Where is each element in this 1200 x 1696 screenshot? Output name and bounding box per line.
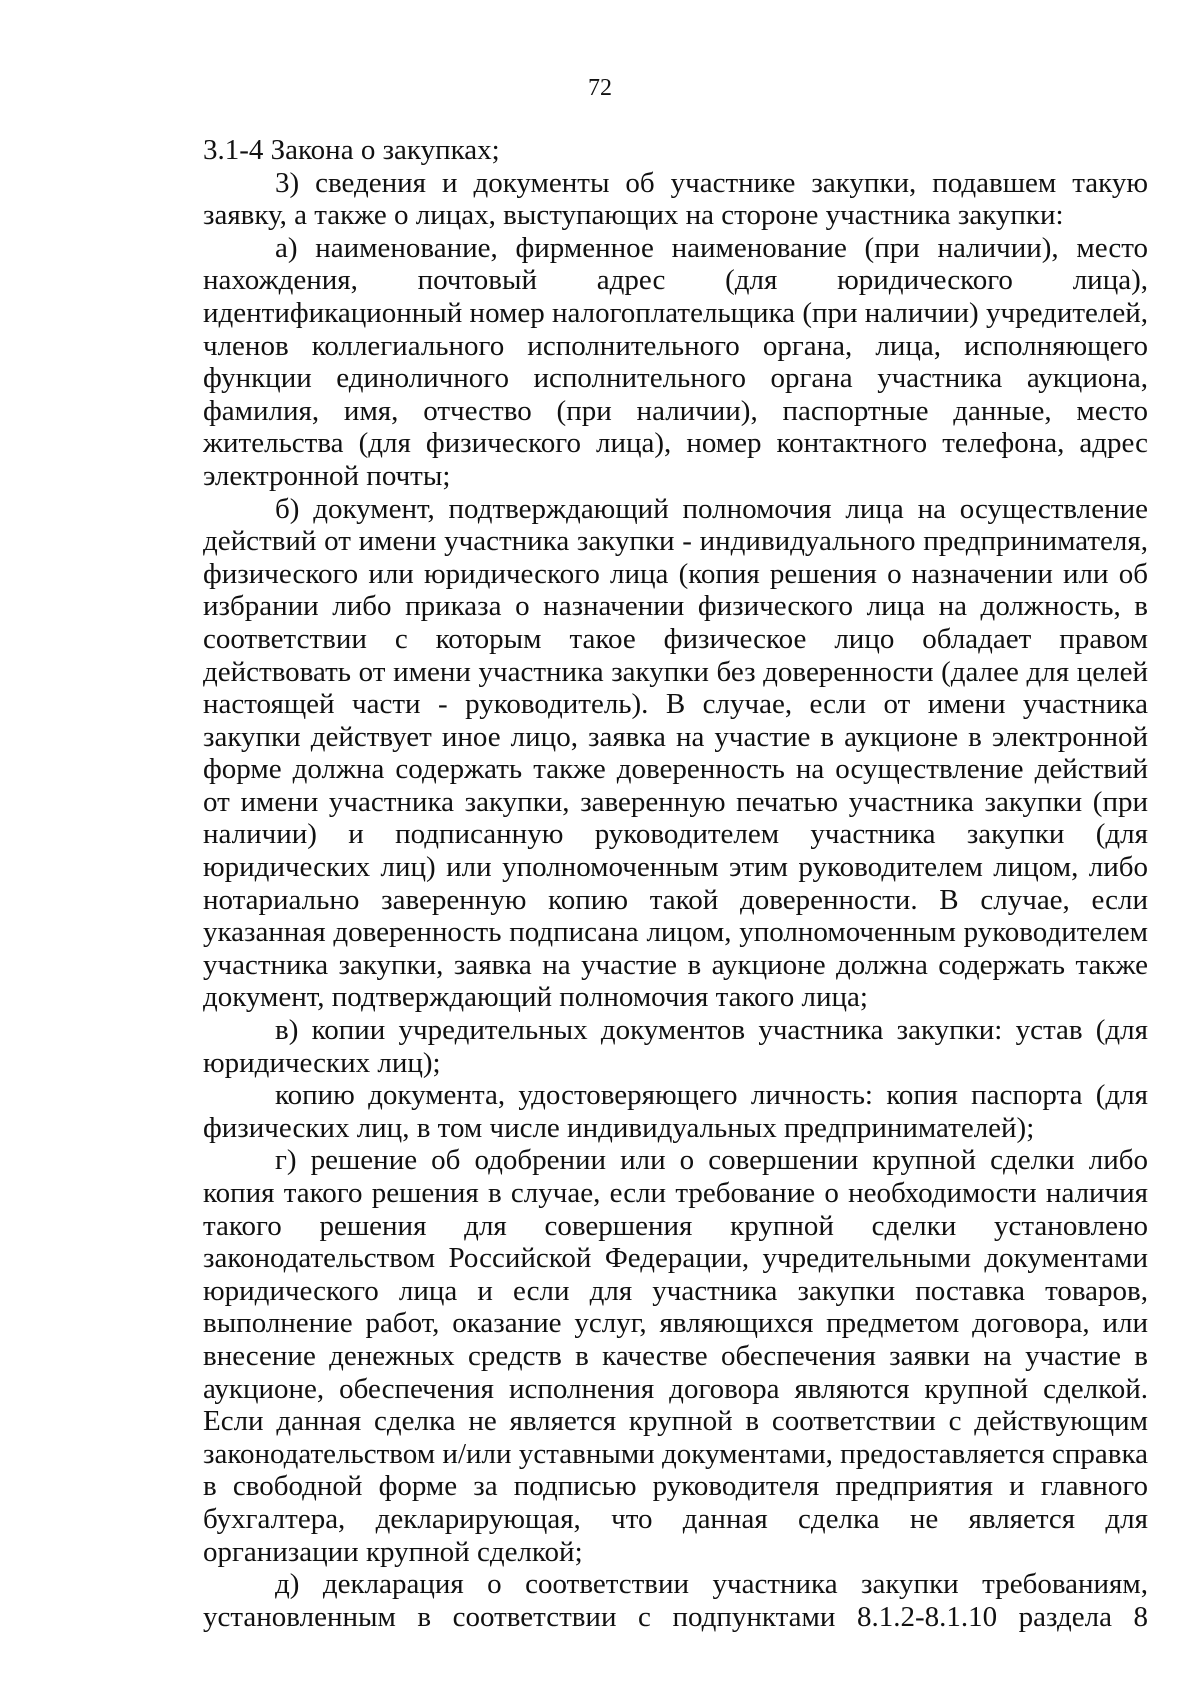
document-body	[203, 134, 1148, 1633]
paragraph-item-b: б) документ, подтверждающий полномочия лица на осуществление действий от имени участника закупки - индивидуального предпринимателя, физического или юридического лица (копия решения о назначении или об избрании либо приказа о назначении физического лица на должность, в соответствии с которым такое физическое лицо обладает правом действовать от имени участника закупки без доверенности (далее для целей настоящей части - руководитель). В случае, если от имени участника закупки действует иное лицо, заявка на участие в аукционе в электронной форме должна содержать также доверенность на осуществление действий от имени участника закупки, заверенную печатью участника закупки (при наличии) и подписанную руководителем участника закупки (для юридических лиц) или уполномоченным этим руководителем лицом, либо нотариально заверенную копию такой доверенности. В случае, если указанная доверенность подписана лицом, уполномоченным руководителем участника закупки, заявка на участие в аукционе должна содержать также документ, подтверждающий полномочия такого лица;	[203, 492, 1148, 1014]
paragraph-item-3: 3) сведения и документы об участнике закупки, подавшем такую заявку, а также о лицах, выступающих на стороне участника закупки:	[203, 166, 1148, 232]
paragraph-item-a: а) наименование, фирменное наименование (при наличии), место нахождения, почтовый адрес (для юридического лица), идентификационный номер налогоплательщика (при наличии) учредителей, членов коллегиального исполнительного органа, лица, исполняющего функции единоличного исполнительного органа участника аукциона, фамилия, имя, отчество (при наличии), паспортные данные, место жительства (для физического лица), номер контактного телефона, адрес электронной почты;	[203, 231, 1148, 492]
page-number: 72	[588, 75, 612, 101]
paragraph-item-g: г) решение об одобрении или о совершении крупной сделки либо копия такого решения в случае, если требование о необходимости наличия такого решения для совершения крупной сделки установлено законодательством Российской Федерации, учредительными документами юридического лица и если для участника закупки поставка товаров, выполнение работ, оказание услуг, являющихся предметом договора, или внесение денежных средств в качестве обеспечения заявки на участие в аукционе, обеспечения исполнения договора являются крупной сделкой. Если данная сделка не является крупной в соответствии с действующим законодательством и/или уставными документами, предоставляется справка в свободной форме за подписью руководителя предприятия и главного бухгалтера, декларирующая, что данная сделка не является для организации крупной сделкой;	[203, 1144, 1148, 1568]
paragraph-item-v: в) копии учредительных документов участника закупки: устав (для юридических лиц);	[203, 1014, 1148, 1079]
paragraph-law-reference: 3.1-4 Закона о закупках;	[203, 134, 500, 166]
paragraph-item-d: д) декларация о соответствии участника закупки требованиям, установленным в соответствии с подпунктами 8.1.2-8.1.10 раздела 8	[203, 1568, 1148, 1633]
paragraph-passport-copy: копию документа, удостоверяющего личность: копия паспорта (для физических лиц, в том числе индивидуальных предпринимателей);	[203, 1079, 1148, 1144]
